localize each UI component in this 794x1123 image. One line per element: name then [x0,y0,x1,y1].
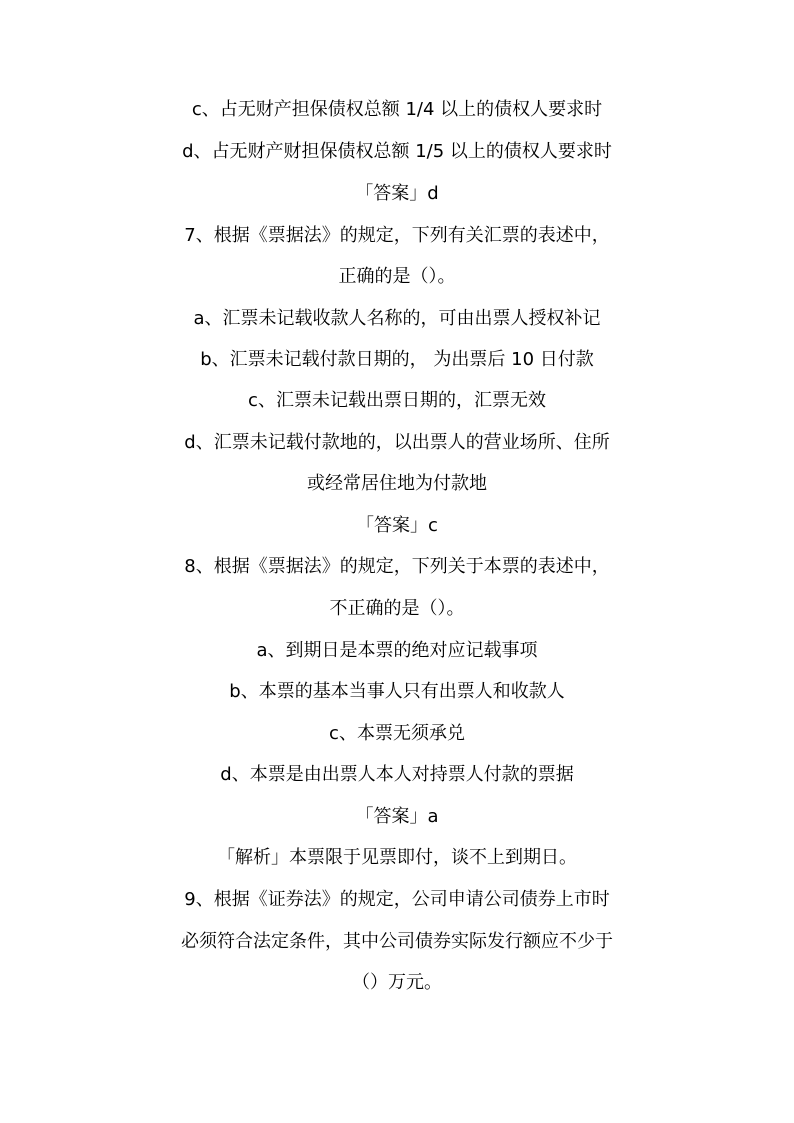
option-6c: c、占无财产担保债权总额 1/4 以上的债权人要求时 [191,99,603,120]
answer-8: 「答案」a [355,806,439,827]
option-6d: d、占无财产财担保债权总额 1/5 以上的债权人要求时 [182,141,612,162]
question-7-cont: 正确的是（）。 [338,266,456,287]
question-7: 7、根据《票据法》的规定，下列有关汇票的表述中， [184,225,610,246]
option-7b: b、汇票未记载付款日期的， 为出票后 10 日付款 [200,349,594,370]
analysis-8: 「解析」本票限于见票即付，谈不上到期日。 [217,847,577,868]
question-9-cont-2: （）万元。 [352,972,442,993]
answer-6: 「答案」d [355,183,439,204]
option-8c: c、本票无须承兑 [329,723,465,744]
question-8-cont: 不正确的是（）。 [329,598,465,619]
option-8a: a、到期日是本票的绝对应记载事项 [256,640,538,661]
option-8d: d、本票是由出票人本人对持票人付款的票据 [220,764,574,785]
question-9-cont: 必须符合法定条件，其中公司债券实际发行额应不少于 [181,931,613,952]
answer-7: 「答案」c [356,515,438,536]
option-8b: b、本票的基本当事人只有出票人和收款人 [229,681,565,702]
option-7c: c、汇票未记载出票日期的，汇票无效 [248,390,546,411]
option-7d: d、汇票未记载付款地的，以出票人的营业场所、住所 [184,432,610,453]
option-7a: a、汇票未记载收款人名称的，可由出票人授权补记 [193,308,601,329]
question-8: 8、根据《票据法》的规定，下列关于本票的表述中， [184,556,610,577]
option-7d-cont: 或经常居住地为付款地 [307,473,487,494]
question-9: 9、根据《证券法》的规定，公司申请公司债券上市时 [184,889,610,910]
